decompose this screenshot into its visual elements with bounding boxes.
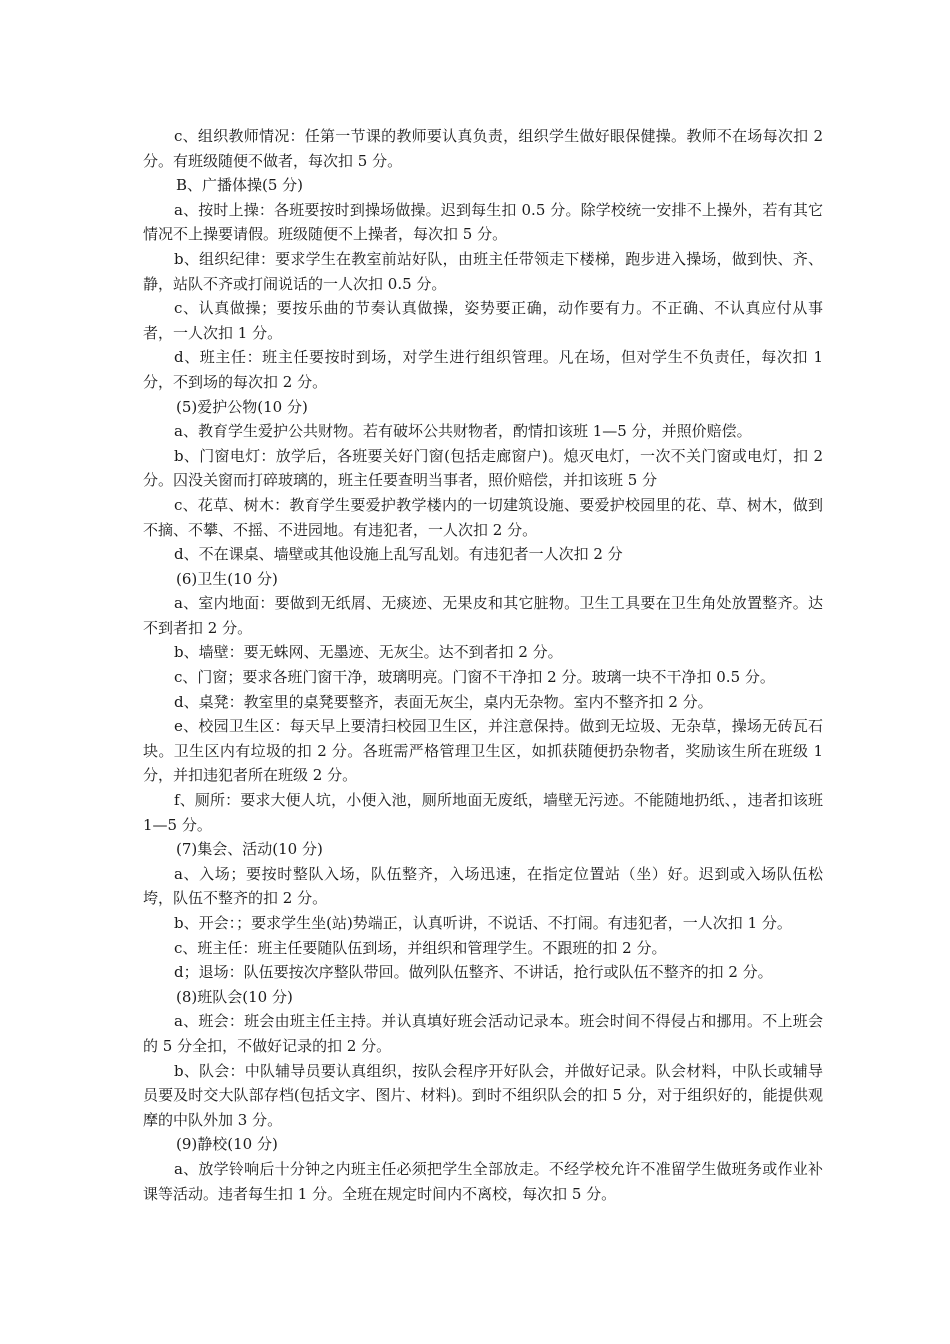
rule-paragraph: d、不在课桌、墙壁或其他设施上乱写乱划。有违犯者一人次扣 2 分 <box>174 545 623 564</box>
rule-paragraph: b、开会：；要求学生坐(站)势端正，认真听讲，不说话、不打闹。有违犯者，一人次扣 1 分。 <box>174 914 792 932</box>
section-heading: (9)静校(10 分) <box>176 1135 278 1154</box>
document-body <box>143 124 823 1206</box>
rule-paragraph: b、队会：中队辅导员要认真组织，按队会程序开好队会，并做好记录。队会材料，中队长或辅导员要及时交大队部存档(包括文字、图片、材料)。到时不组织队会的扣 5 分，对于组织好的，能提供观摩的中队外加 3 分。 <box>143 1061 823 1129</box>
rule-paragraph: d、桌凳：教室里的桌凳要整齐，表面无灰尘，桌内无杂物。室内不整齐扣 2 分。 <box>174 692 713 711</box>
section-heading: (5)爱护公物(10 分) <box>176 397 308 416</box>
rule-paragraph: d、班主任：班主任要按时到场，对学生进行组织管理。凡在场，但对学生不负责任，每次扣 1 分，不到场的每次扣 2 分。 <box>143 348 823 391</box>
rule-paragraph: a、室内地面：要做到无纸屑、无痰迹、无果皮和其它脏物。卫生工具要在卫生角处放置整齐。达不到者扣 2 分。 <box>143 594 823 637</box>
rule-paragraph: c、组织教师情况：任第一节课的教师要认真负责，组织学生做好眼保健操。教师不在场每次扣 2 分。有班级随便不做者，每次扣 5 分。 <box>143 127 823 170</box>
section-heading: (6)卫生(10 分) <box>176 569 278 588</box>
rule-paragraph: a、放学铃响后十分钟之内班主任必须把学生全部放走。不经学校允许不准留学生做班务或作业补课等活动。违者每生扣 1 分。全班在规定时间内不离校，每次扣 5 分。 <box>143 1159 823 1203</box>
section-heading: (8)班队会(10 分) <box>176 987 293 1006</box>
rule-paragraph: b、组织纪律：要求学生在教室前站好队，由班主任带领走下楼梯，跑步进入操场，做到快、齐、静，站队不齐或打闹说话的一人次扣 0.5 分。 <box>143 249 823 293</box>
rule-paragraph: a、按时上操：各班要按时到操场做操。迟到每生扣 0.5 分。除学校统一安排不上操外，若有其它情况不上操要请假。班级随便不上操者，每次扣 5 分。 <box>143 200 823 244</box>
rule-paragraph: c、班主任：班主任要随队伍到场，并组织和管理学生。不跟班的扣 2 分。 <box>174 938 667 957</box>
rule-paragraph: d；退场：队伍要按次序整队带回。做列队伍整齐、不讲话，抢行或队伍不整齐的扣 2 分。 <box>174 963 773 982</box>
rule-paragraph: a、教育学生爱护公共财物。若有破坏公共财物者，酌情扣该班 1—5 分，并照价赔偿。 <box>174 422 752 441</box>
rule-paragraph: c、门窗；要求各班门窗干净，玻璃明亮。门窗不干净扣 2 分。玻璃一块不干净扣 0.5 分。 <box>174 668 775 687</box>
rule-paragraph: c、花草、树木：教育学生要爱护教学楼内的一切建筑设施、要爱护校园里的花、草、树木，做到不摘、不攀、不摇、不进园地。有违犯者，一人次扣 2 分。 <box>143 495 823 539</box>
section-heading: B、广播体操(5 分) <box>176 176 304 195</box>
section-heading: (7)集会、活动(10 分) <box>176 840 323 859</box>
rule-paragraph: b、门窗电灯：放学后，各班要关好门窗(包括走廊窗户)。熄灭电灯，一次不关门窗或电灯，扣 2 分。囚没关窗而打碎玻璃的，班主任要查明当事者，照价赔偿，并扣该班 5 分 <box>143 446 823 490</box>
rule-paragraph: f、厕所：要求大便人坑，小便入池，厕所地面无废纸，墙壁无污迹。不能随地扔纸、，违者扣该班 1—5 分。 <box>143 791 823 834</box>
rule-paragraph: b、墙壁：要无蛛网、无墨迹、无灰尘。达不到者扣 2 分。 <box>174 643 563 662</box>
rule-paragraph: a、班会：班会由班主任主持。并认真填好班会活动记录本。班会时间不得侵占和挪用。不上班会的 5 分全扣，不做好记录的扣 2 分。 <box>143 1012 823 1055</box>
rule-paragraph: a、入场；要按时整队入场，队伍整齐，入场迅速，在指定位置站（坐）好。迟到或入场队伍松垮，队伍不整齐的扣 2 分。 <box>143 864 823 908</box>
rule-paragraph: e、校园卫生区：每天早上要清扫校园卫生区，并注意保持。做到无垃圾、无杂草，操场无砖瓦石块。卫生区内有垃圾的扣 2 分。各班需严格管理卫生区，如抓获随便扔杂物者，奖励该生所在班级 1 分，并扣违犯者所在班级 2 分。 <box>143 717 823 785</box>
rule-paragraph: c、认真做操；要按乐曲的节奏认真做操，姿势要正确，动作要有力。不正确、不认真应付从事者，一人次扣 1 分。 <box>143 299 823 342</box>
